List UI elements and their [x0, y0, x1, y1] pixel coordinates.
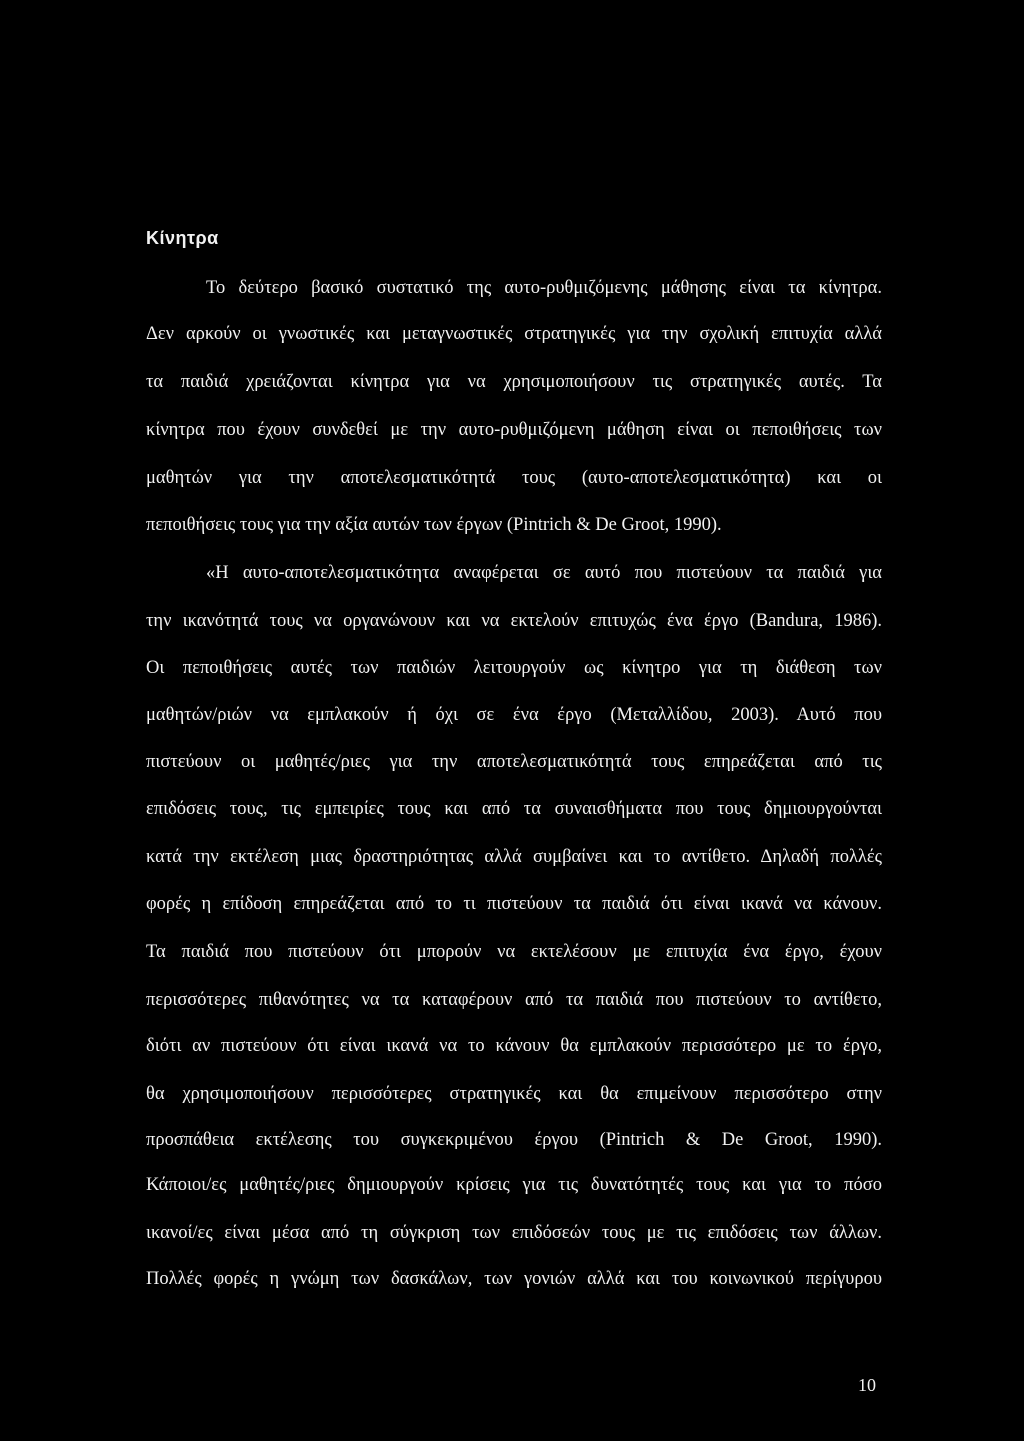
text-line: Κάποιοι/ες μαθητές/ριες δημιουργούν κρίσεις για τις δυνατότητές τους και για το πόσο	[146, 1175, 882, 1195]
text-line: μαθητών/ριών να εμπλακούν ή όχι σε ένα έργο (Μεταλλίδου, 2003). Αυτό που	[146, 705, 882, 725]
text-line: «Η αυτο-αποτελεσματικότητα αναφέρεται σε αυτό που πιστεύουν τα παιδιά για	[206, 563, 882, 583]
text-line: περισσότερες πιθανότητες να τα καταφέρουν από τα παιδιά που πιστεύουν το αντίθετο,	[146, 990, 882, 1010]
text-line: μαθητών για την αποτελεσματικότητά τους (αυτο-αποτελεσματικότητα) και οι	[146, 468, 882, 488]
text-line: κατά την εκτέλεση μιας δραστηριότητας αλλά συμβαίνει και το αντίθετο. Δηλαδή πολλές	[146, 847, 882, 867]
text-line: προσπάθεια εκτέλεσης του συγκεκριμένου έργου (Pintrich & De Groot, 1990).	[146, 1130, 882, 1150]
text-line: την ικανότητά τους να οργανώνουν και να εκτελούν επιτυχώς ένα έργο (Bandura, 1986).	[146, 611, 882, 631]
text-line: κίνητρα που έχουν συνδεθεί με την αυτο-ρυθμιζόμενη μάθηση είναι οι πεποιθήσεις των	[146, 420, 882, 440]
text-line: θα χρησιμοποιήσουν περισσότερες στρατηγικές και θα επιμείνουν περισσότερο στην	[146, 1084, 882, 1104]
text-line: Δεν αρκούν οι γνωστικές και μεταγνωστικές στρατηγικές για την σχολική επιτυχία αλλά	[146, 324, 882, 344]
text-line: επιδόσεις τους, τις εμπειρίες τους και από τα συναισθήματα που τους δημιουργούνται	[146, 799, 882, 819]
text-line: Τα παιδιά που πιστεύουν ότι μπορούν να εκτελέσουν με επιτυχία ένα έργο, έχουν	[146, 942, 882, 962]
text-line: φορές η επίδοση επηρεάζεται από το τι πιστεύουν τα παιδιά ότι είναι ικανά να κάνουν.	[146, 894, 882, 914]
text-line: Οι πεποιθήσεις αυτές των παιδιών λειτουργούν ως κίνητρο για τη διάθεση των	[146, 658, 882, 678]
text-line: πεποιθήσεις τους για την αξία αυτών των έργων (Pintrich & De Groot, 1990).	[146, 515, 722, 535]
text-line: Το δεύτερο βασικό συστατικό της αυτο-ρυθμιζόμενης μάθησης είναι τα κίνητρα.	[206, 278, 882, 298]
page-number: 10	[858, 1375, 876, 1395]
text-line: πιστεύουν οι μαθητές/ριες για την αποτελεσματικότητά τους επηρεάζεται από τις	[146, 752, 882, 772]
text-line: Πολλές φορές η γνώμη των δασκάλων, των γονιών αλλά και του κοινωνικού περίγυρου	[146, 1269, 882, 1289]
section-heading: Κίνητρα	[146, 228, 219, 248]
text-line: ικανοί/ες είναι μέσα από τη σύγκριση των επιδόσεών τους με τις επιδόσεις των άλλων.	[146, 1223, 882, 1243]
text-line: τα παιδιά χρειάζονται κίνητρα για να χρησιμοποιήσουν τις στρατηγικές αυτές. Τα	[146, 372, 882, 392]
text-line: διότι αν πιστεύουν ότι είναι ικανά να το κάνουν θα εμπλακούν περισσότερο με το έργο,	[146, 1036, 882, 1056]
